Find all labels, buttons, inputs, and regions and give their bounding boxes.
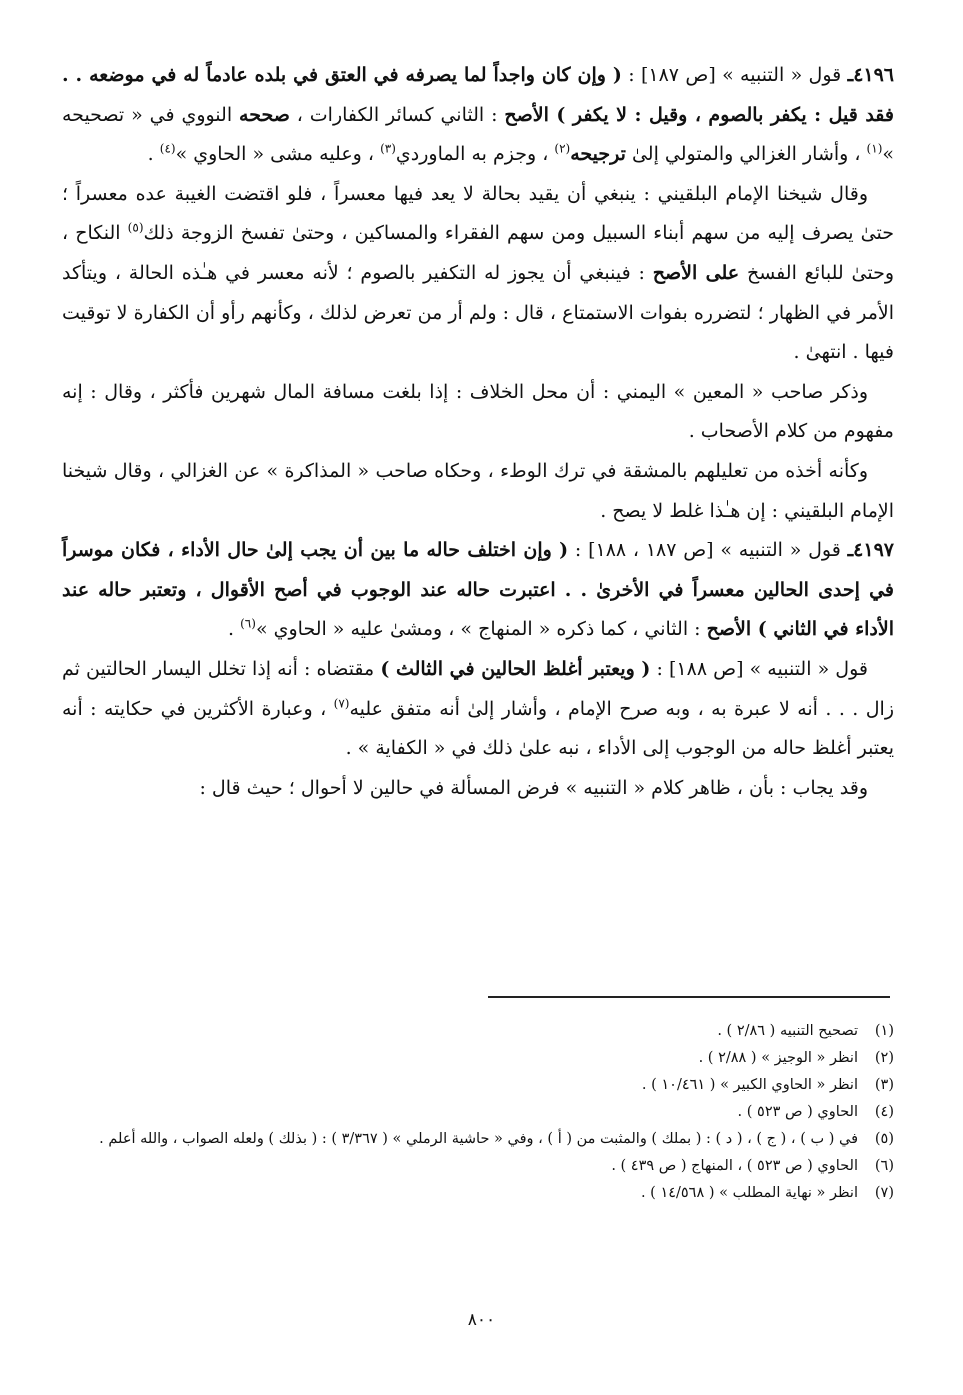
footnote-number: (١) bbox=[874, 1023, 894, 1039]
paragraph-4197 bbox=[62, 531, 894, 650]
footnote-ref: (١) bbox=[866, 141, 883, 156]
paragraph-answer bbox=[62, 769, 894, 809]
footnote-ref: (٤) bbox=[159, 141, 176, 156]
footnote-text: انظر « الوجيز » ( ٢/٨٨ ) . bbox=[698, 1050, 858, 1066]
text-span: وكأنه أخذه من تعليلهم بالمشقة في ترك الوطء ، وحكاه صاحب « المذاكرة » عن الغزالي ، وقال شيخنا الإمام البلقيني : إن هـٰذا غلط لا يصح . bbox=[62, 459, 894, 522]
footnote-item bbox=[62, 1180, 894, 1207]
text-span: ، وعبارة الأكثرين في حكايته : أنه يعتبر أغلظ حاله من الوجوب إلى الأداء ، نبه علىٰ ذلك في « الكفاية » . bbox=[62, 697, 894, 760]
footnote-separator bbox=[488, 996, 890, 998]
text-span: . bbox=[228, 618, 241, 641]
footnote-ref: (٢) bbox=[554, 141, 571, 156]
issue-number: ٤١٩٧ـ bbox=[847, 539, 894, 562]
footnote-ref: (٣) bbox=[380, 141, 396, 156]
footnote-number: (٧) bbox=[874, 1185, 894, 1201]
footnote-text: الحاوي ( ص ٥٢٣ ) . bbox=[737, 1104, 858, 1120]
footnote-text: الحاوي ( ص ٥٢٣ ) ، المنهاج ( ص ٤٣٩ ) . bbox=[611, 1158, 858, 1174]
footnote-text: تصحيح التنبيه ( ٢/٨٦ ) . bbox=[717, 1023, 858, 1039]
text-span: مقتضاه : أنه إذا تخلل اليسار الحالتين ثم زال . . . أنه لا عبرة به ، وبه صرح الإمام ، وأشار إلىٰ أنه متفق عليه bbox=[62, 657, 894, 720]
text-span: : الثاني كسائر الكفارات ، bbox=[289, 103, 505, 126]
footnotes bbox=[62, 1018, 894, 1207]
footnote-item bbox=[62, 1018, 894, 1045]
text-span: قول « التنبيه » [ص ١٨٧] : bbox=[621, 64, 848, 86]
footnote-text: انظر « الحاوي الكبير » ( ١٠/٤٦١ ) . bbox=[641, 1077, 858, 1093]
text-span: . bbox=[147, 143, 160, 166]
quoted-text: ( ويعتبر أغلظ الحالين في الثالث ) bbox=[380, 657, 651, 680]
text-span: : فينبغي أن يجوز له التكفير بالصوم ؛ لأنه معسر في هـٰذه الحالة ، ويتأكد الأمر في الظهار ؛ لتضرره بفوات الاستمتاع ، قال : ولم أر من تعرض لذلك ، وكأنهم رأو أن الكفارة لا توقيت فيها . انتهىٰ . bbox=[62, 261, 894, 364]
text-span: قول « التنبيه » [ص ١٨٧ ، ١٨٨] : bbox=[568, 539, 848, 562]
footnote-number: (٣) bbox=[874, 1077, 894, 1093]
text-span: وقال شيخنا الإمام البلقيني : ينبغي أن يقيد بحالة لا يعد فيها معسراً ، فلو اقتضت الغيبة عده معسراً ؛ حتىٰ يصرف إليه من سهم أبناء السبيل ومن سهم الفقراء والمساكين ، وحتىٰ تفسخ الزوجة ذلك bbox=[62, 182, 894, 245]
paragraph-4196 bbox=[62, 56, 894, 175]
bold-text: صححه bbox=[239, 103, 290, 126]
paragraph-third-case bbox=[62, 650, 894, 769]
text-span: : الثاني ، كما ذكره « المنهاج » ، ومشىٰ عليه « الحاوي » bbox=[255, 618, 707, 641]
main-text bbox=[62, 56, 894, 808]
text-span: ، وعليه مشى « الحاوي » bbox=[175, 143, 381, 166]
bold-text: الأصح bbox=[706, 618, 758, 641]
footnote-text: في ( ب ) ، ( ج ) ، ( د ) : ( بملك ) والمثبت من ( أ ) ، وفي « حاشية الرملي » ( ٣/٣٦٧ ) : ( بذلك ) ولعله الصواب ، والله أعلم . bbox=[99, 1131, 858, 1147]
paragraph-mudhakara bbox=[62, 452, 894, 531]
text-span: ، وجزم به الماوردي bbox=[395, 143, 555, 166]
text-span: النووي في « تصحيحه » bbox=[62, 103, 894, 166]
footnote-item bbox=[62, 1072, 894, 1099]
bold-text: على الأصح bbox=[652, 261, 740, 284]
footnote-number: (٤) bbox=[874, 1104, 894, 1120]
footnote-number: (٥) bbox=[874, 1131, 894, 1147]
footnote-ref: (٦) bbox=[240, 616, 256, 631]
text-span: وذكر صاحب « المعين » اليمني : أن محل الخلاف : إذا بلغت مسافة المال شهرين فأكثر ، وقال : إنه مفهوم من كلام الأصحاب . bbox=[62, 380, 894, 443]
footnote-ref: (٧) bbox=[333, 696, 350, 711]
text-span: وقد يجاب : بأن ، ظاهر كلام « التنبيه » فرض المسألة في حالين لا أحوال ؛ حيث قال : bbox=[199, 776, 868, 799]
text-span: قول « التنبيه » [ص ١٨٨] : bbox=[650, 657, 868, 680]
bold-text: ترجيحه bbox=[570, 143, 626, 166]
footnote-item bbox=[62, 1045, 894, 1072]
bold-text: الأصح bbox=[504, 103, 557, 126]
footnote-item bbox=[62, 1099, 894, 1126]
paragraph-muin bbox=[62, 373, 894, 452]
footnote-item bbox=[62, 1153, 894, 1180]
footnote-item bbox=[62, 1126, 894, 1153]
footnote-number: (٦) bbox=[874, 1158, 894, 1174]
quoted-text: ( وإن اختلف حاله ما بين أن يجب إلىٰ حال الأداء ، فكان موسراً في إحدى الحالين معسراً في الأخرىٰ . . اعتبرت حاله عند الوجوب في أصح الأقوال ، وتعتبر حاله عند الأداء في الثاني ) bbox=[62, 539, 894, 641]
footnote-text: انظر « نهاية المطلب » ( ١٤/٥٦٨ ) . bbox=[640, 1185, 858, 1201]
issue-number: ٤١٩٦ـ bbox=[847, 64, 895, 86]
text-span: ، وأشار الغزالي والمتولي إلىٰ bbox=[625, 143, 867, 166]
quoted-text: ( وإن كان واجداً لما يصرفه في العتق في بلده عادماً له في موضعه . . فقد قيل : يكفر بالصوم ، وقيل : لا يكفر ) bbox=[62, 64, 895, 126]
text-span: النكاح ، وحتىٰ للبائع الفسخ bbox=[62, 222, 895, 284]
paragraph-bulqini bbox=[62, 175, 894, 373]
page-number: ٨٠٠ bbox=[467, 1310, 496, 1330]
footnote-number: (٢) bbox=[874, 1050, 894, 1066]
footnote-ref: (٥) bbox=[127, 221, 144, 236]
